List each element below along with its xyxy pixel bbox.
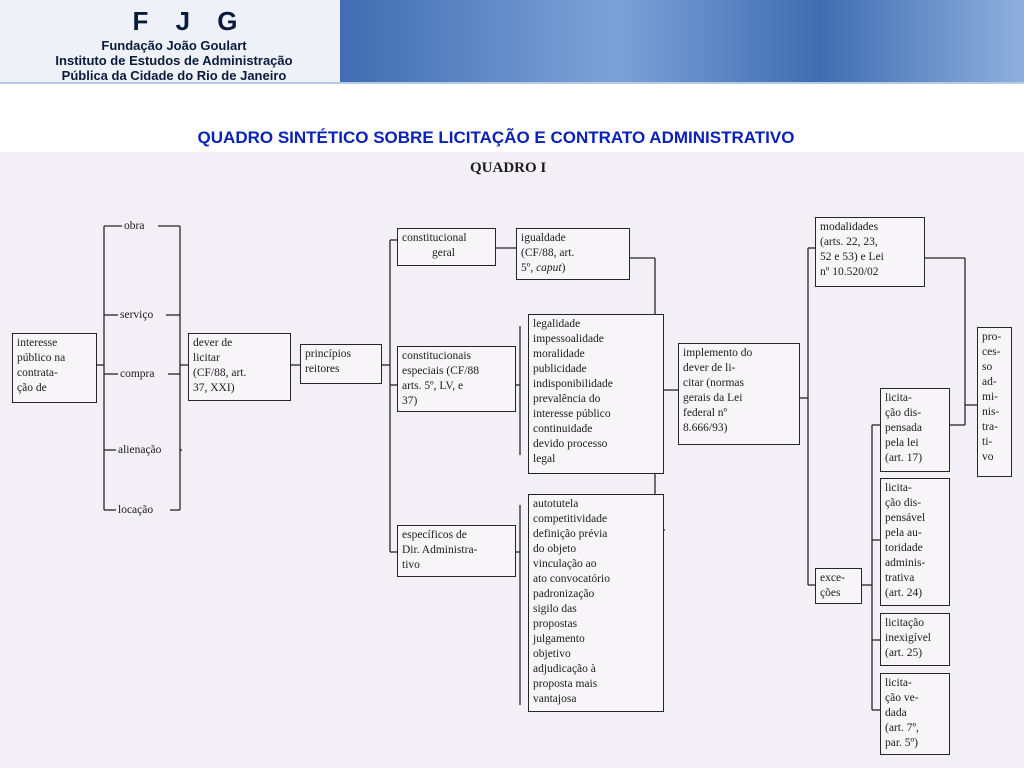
node-text: 37, XXI) <box>193 382 235 394</box>
node-text: modalidades <box>820 221 879 233</box>
list-item: impessoalidade <box>533 333 604 345</box>
node-text: (arts. 22, 23, <box>820 236 878 248</box>
node-text: ções <box>820 587 841 599</box>
object-obra: obra <box>124 220 145 232</box>
node-text: Dir. Administra- <box>402 544 478 556</box>
object-locacao: locação <box>118 504 154 516</box>
node-text: reitores <box>305 363 340 375</box>
list-item: proposta mais <box>533 678 598 690</box>
node-text: arts. 5º, LV, e <box>402 380 464 392</box>
node-text: adminis- <box>885 557 926 569</box>
node-text-part: 5º, <box>521 262 537 274</box>
node-text: so <box>982 361 993 373</box>
node-text <box>521 261 625 276</box>
node-licitacao-inexigivel <box>880 613 950 666</box>
list-item: prevalência do <box>533 393 601 405</box>
node-text: gerais da Lei <box>683 392 743 404</box>
node-text-part: ) <box>561 262 566 274</box>
node-text: tra- <box>982 421 998 433</box>
node-text: pensada <box>885 422 923 434</box>
node-text: inexigível <box>885 632 931 644</box>
node-constitucional-geral <box>397 228 496 266</box>
node-text: específicos de <box>402 529 467 541</box>
node-text: público na <box>17 352 66 364</box>
node-constitucionais-especiais <box>397 346 516 412</box>
node-text: (CF/88, art. <box>521 247 575 259</box>
node-text: interesse <box>17 337 58 349</box>
node-text: (art. 24) <box>885 587 923 599</box>
node-text: pro- <box>982 331 1002 343</box>
list-item: autotutela <box>533 498 579 510</box>
node-text: ad- <box>982 376 997 388</box>
node-licitacao-vedada <box>880 673 950 755</box>
node-text-italic: caput <box>536 262 562 274</box>
fjg-logo: F J G <box>132 6 248 36</box>
node-text: pela lei <box>885 437 919 449</box>
list-item: vinculação ao <box>533 558 597 570</box>
node-text: especiais (CF/88 <box>402 365 479 377</box>
node-licitacao-dispensavel <box>880 478 950 606</box>
node-text: ces- <box>982 346 1001 358</box>
list-item: do objeto <box>533 543 577 555</box>
node-dever-de-licitar <box>188 333 291 401</box>
node-especificos-dir-administrativo <box>397 525 516 577</box>
list-item: ato convocatório <box>533 573 610 585</box>
node-text: citar (normas <box>683 377 744 389</box>
node-licitacao-dispensada <box>880 388 950 472</box>
node-text: pensável <box>885 512 926 524</box>
node-text: 8.666/93) <box>683 422 728 434</box>
node-text: trativa <box>885 572 915 584</box>
node-processo-administrativo <box>977 327 1012 477</box>
list-item: moralidade <box>533 348 585 360</box>
node-text: (art. 7º, <box>885 722 919 734</box>
node-text: ção dis- <box>885 407 922 419</box>
node-text: licitar <box>193 352 220 364</box>
node-text: implemento do <box>683 347 753 359</box>
list-item: adjudicação à <box>533 663 596 675</box>
node-text: dever de li- <box>683 362 736 374</box>
node-modalidades <box>815 217 925 287</box>
node-text: exce- <box>820 572 845 584</box>
org-name-line-1: Fundação João Goulart <box>101 38 247 53</box>
object-alienacao: alienação <box>118 444 162 456</box>
node-text: ção dis- <box>885 497 922 509</box>
node-text: ção de <box>17 382 47 394</box>
node-text: constitucional <box>402 232 467 244</box>
list-item: sigilo das <box>533 603 577 615</box>
node-text: ti- <box>982 436 993 448</box>
list-item: padronização <box>533 588 595 600</box>
diagram-caption: QUADRO I <box>470 160 547 176</box>
node-text: federal nº <box>683 407 728 419</box>
node-text: licita- <box>885 482 912 494</box>
node-principios-especiais-list <box>528 314 664 474</box>
node-text: nis- <box>982 406 1000 418</box>
object-servico: serviço <box>120 309 154 321</box>
list-item: continuidade <box>533 423 593 435</box>
node-interesse-publico <box>12 333 97 403</box>
node-text: toridade <box>885 542 923 554</box>
object-compra: compra <box>120 368 155 380</box>
list-item: objetivo <box>533 648 571 660</box>
node-text: 52 e 53) e Lei <box>820 251 884 263</box>
list-item: devido processo <box>533 438 608 450</box>
node-text: constitucionais <box>402 350 471 362</box>
list-item: legalidade <box>533 318 581 330</box>
org-name-line-3: Pública da Cidade do Rio de Janeiro <box>61 68 287 83</box>
org-name-line-2: Instituto de Estudos de Administração <box>55 53 293 68</box>
node-text: geral <box>432 247 455 259</box>
node-text: (CF/88, art. <box>193 367 247 379</box>
node-text: (art. 25) <box>885 647 923 659</box>
list-item: interesse público <box>533 408 611 420</box>
node-principios-reitores <box>300 344 382 384</box>
node-text: dever de <box>193 337 233 349</box>
list-item: julgamento <box>533 633 585 645</box>
node-text: 37) <box>402 395 418 407</box>
node-text: mi- <box>982 391 998 403</box>
node-text: princípios <box>305 348 351 360</box>
list-item: competitividade <box>533 513 608 525</box>
node-text: dada <box>885 707 907 719</box>
node-excecoes <box>815 568 862 604</box>
node-text: vo <box>982 451 994 463</box>
node-text: pela au- <box>885 527 922 539</box>
node-text: contrata- <box>17 367 58 379</box>
slide-title: QUADRO SINTÉTICO SOBRE LICITAÇÃO E CONTRATO ADMINISTRATIVO <box>197 128 795 147</box>
node-text: igualdade <box>521 232 566 244</box>
list-item: propostas <box>533 618 578 630</box>
list-item: legal <box>533 453 556 465</box>
node-text: licita- <box>885 392 912 404</box>
list-item: definição prévia <box>533 528 608 540</box>
node-text: licita- <box>885 677 912 689</box>
list-item: vantajosa <box>533 693 577 705</box>
node-text: tivo <box>402 559 420 571</box>
list-item: indisponibilidade <box>533 378 613 390</box>
node-principios-especificos-list <box>528 494 664 712</box>
node-text: licitação <box>885 617 924 629</box>
node-implemento-dever-licitar <box>678 343 800 445</box>
node-text: (art. 17) <box>885 452 923 464</box>
node-text: par. 5º) <box>885 737 918 749</box>
node-igualdade <box>516 228 630 280</box>
node-text: ção ve- <box>885 692 919 704</box>
list-item: publicidade <box>533 363 587 375</box>
node-text: nº 10.520/02 <box>820 266 879 278</box>
